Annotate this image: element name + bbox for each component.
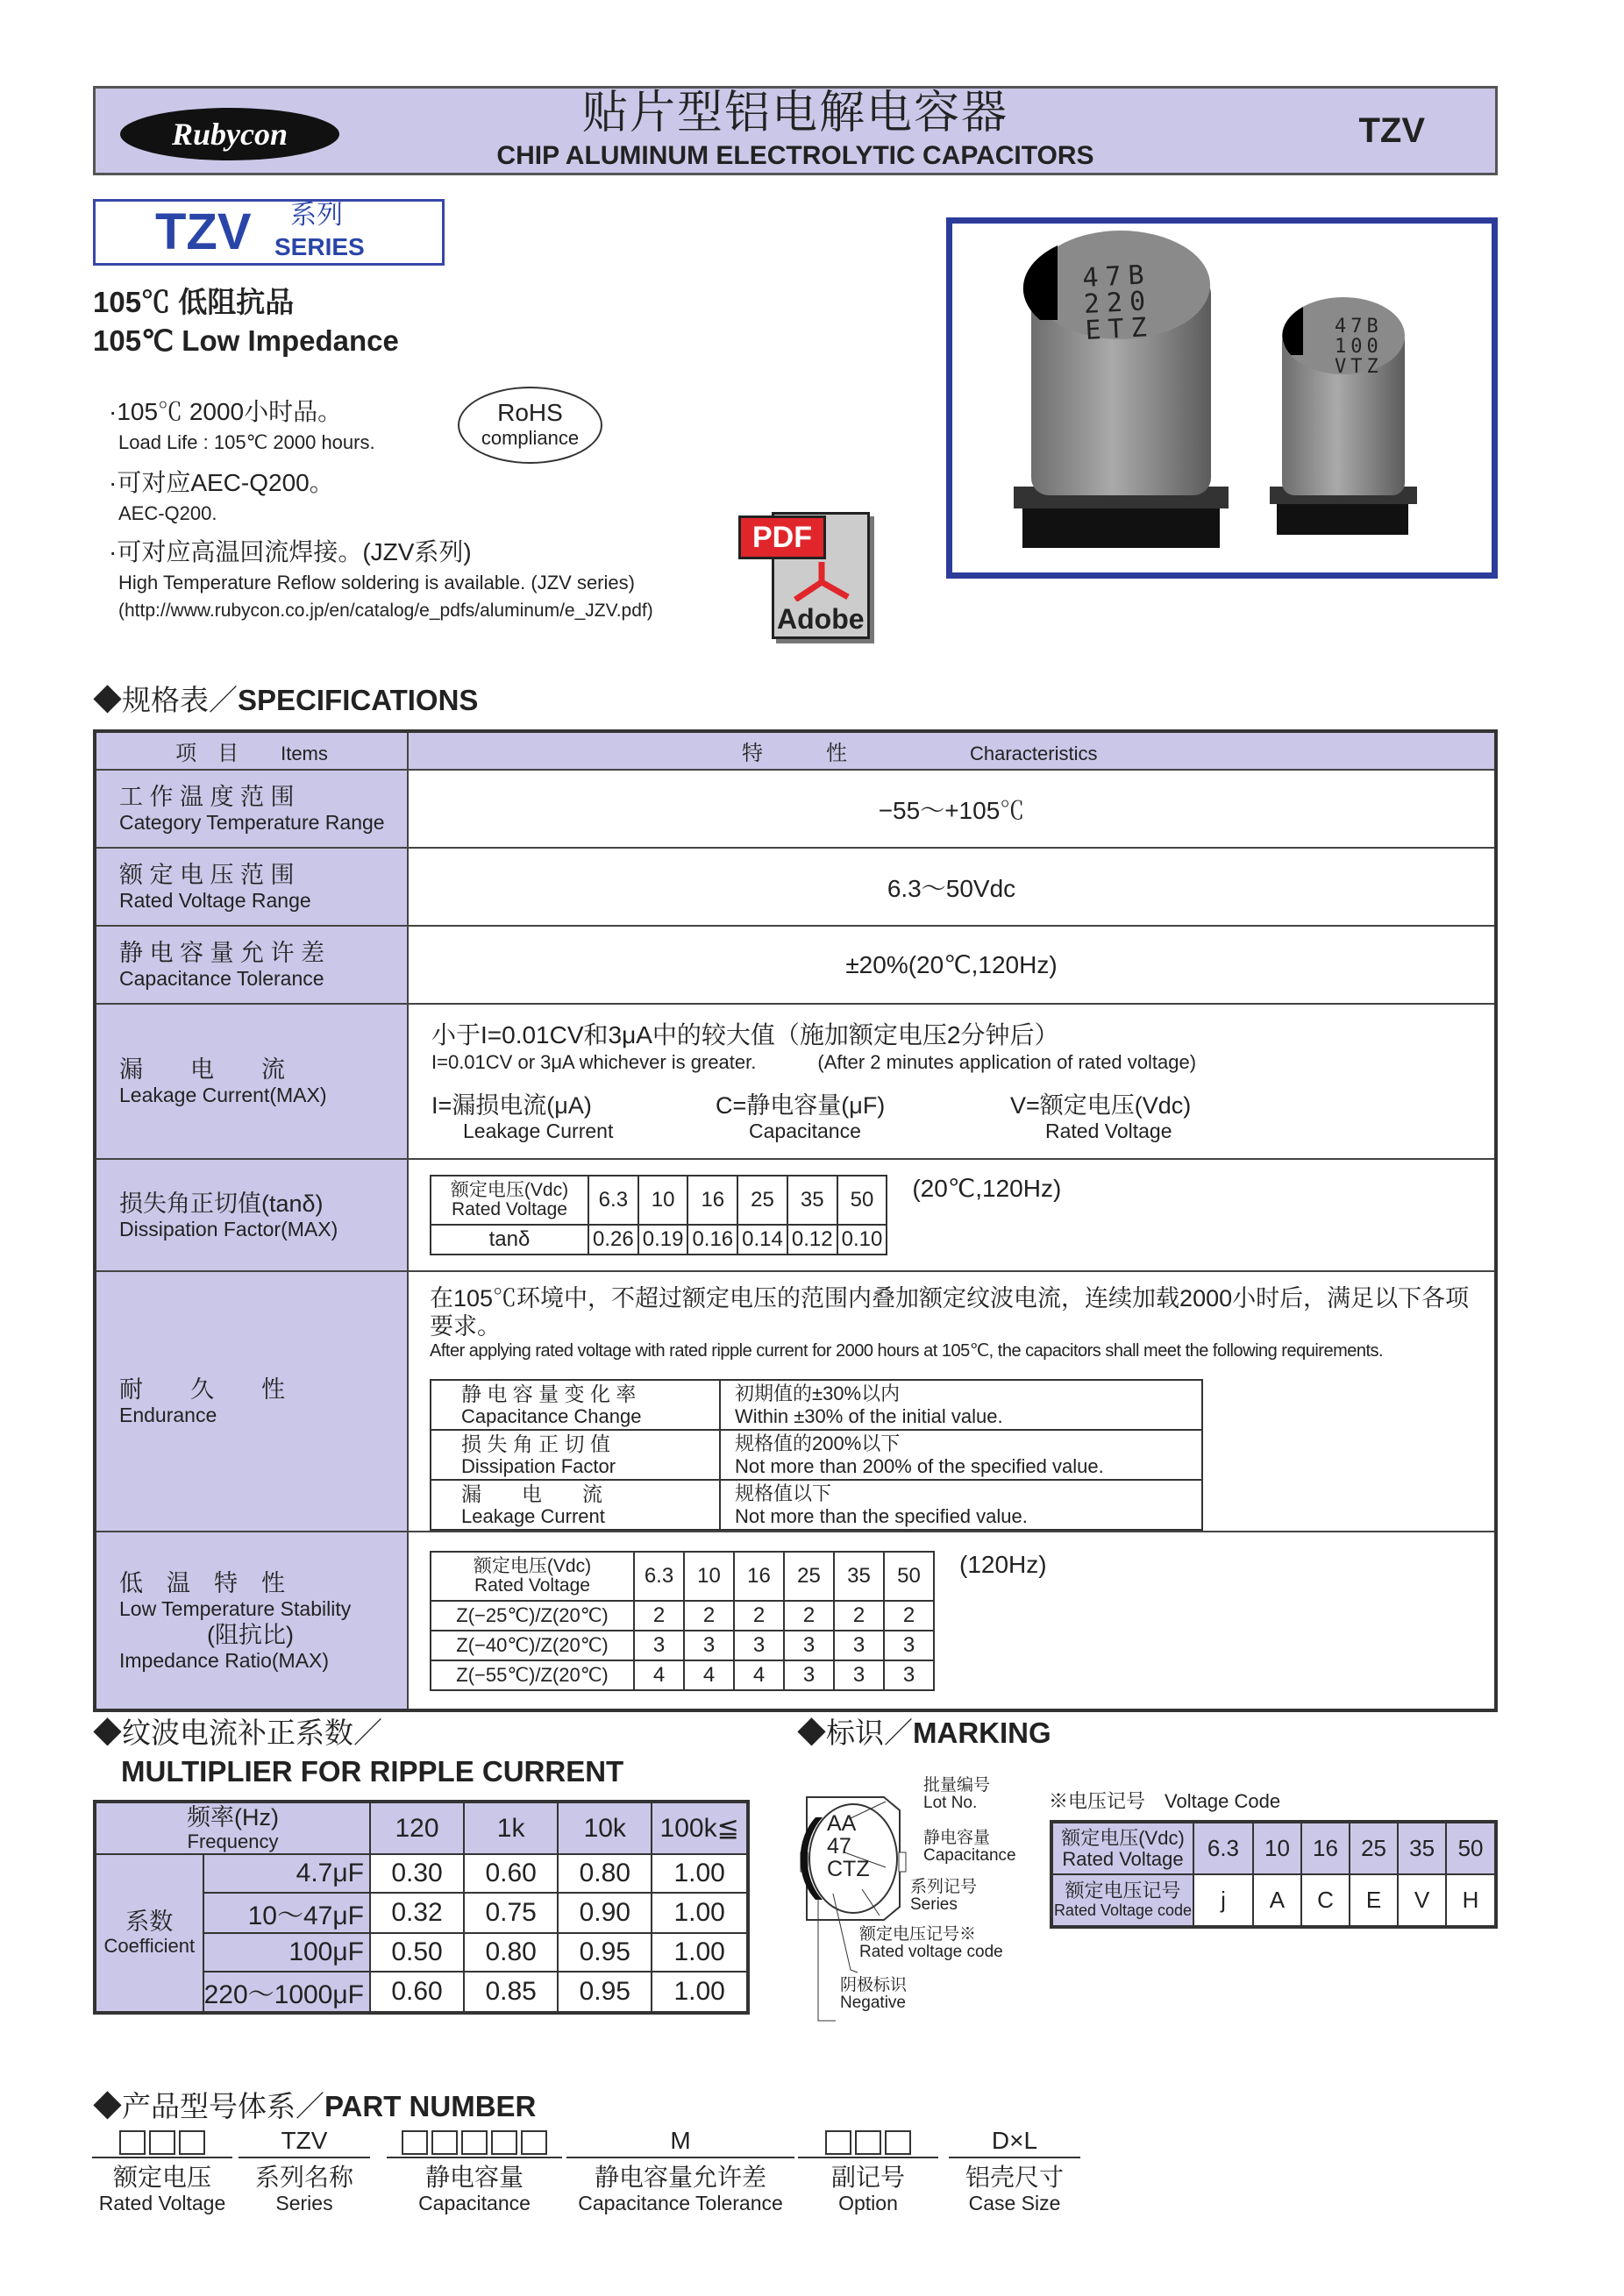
ratio-cell: 2	[734, 1601, 784, 1631]
end-ven: Within ±30% of the initial value.	[735, 1404, 1003, 1427]
segment-cn: 静电容量允许差	[594, 2164, 766, 2191]
tan-cell: 0.14	[737, 1225, 787, 1255]
voltage-cell: 50	[884, 1552, 934, 1601]
voltage-cell: 6.3	[634, 1552, 684, 1601]
def-en: Rated Voltage	[1045, 1119, 1172, 1142]
bullet-cn: ·可对应高温回流焊接。(JZV系列)	[109, 538, 472, 565]
cap-mark: ETZ	[1084, 311, 1155, 346]
part-number-segment	[92, 2127, 232, 2215]
row-label-en: Low Temperature Stability	[119, 1596, 352, 1620]
leakage-formula-cn: 小于I=0.01CV和3μA中的较大值（施加额定电压2分钟后）	[431, 1020, 1059, 1048]
end-cn: 静 电 容 量 变 化 率	[461, 1382, 637, 1405]
chip-mark: CTZ	[827, 1857, 870, 1881]
dissipation-table	[430, 1175, 887, 1255]
pn-heading-en: PART NUMBER	[324, 2090, 537, 2122]
spec-heading-cn: ◆规格表／	[93, 684, 238, 716]
segment-code-text: TZV	[281, 2127, 328, 2154]
coef-cell: 0.60	[370, 1972, 464, 2013]
coef-cell: 0.30	[370, 1854, 464, 1893]
placeholder-box	[825, 2130, 851, 2155]
segment-cn: 系列名称	[254, 2164, 353, 2191]
ratio-cell: 3	[734, 1631, 784, 1660]
segment-en: Option	[838, 2192, 898, 2214]
rohs-badge	[458, 387, 602, 464]
coef-cell: 1.00	[652, 1972, 748, 2013]
label-en: Negative	[840, 1994, 906, 2012]
ratio-label: Z(−55℃)/Z(20℃)	[431, 1660, 634, 1690]
voltage-cell: 16	[687, 1176, 737, 1225]
series-en: SERIES	[274, 233, 365, 260]
voltage-range-value: 6.3～50Vdc	[408, 848, 1496, 926]
segment-code	[387, 2127, 562, 2158]
coef-cell: 1.00	[652, 1933, 748, 1972]
tan-cell: 0.10	[837, 1225, 887, 1255]
row-label-cn: 工 作 温 度 范 围	[119, 784, 295, 810]
label-en: Rated voltage code	[859, 1943, 1003, 1961]
end-ven: Not more than the specified value.	[735, 1504, 1028, 1527]
freq-cell: 100k≦	[652, 1802, 748, 1854]
voltage-cell: 6.3	[1193, 1822, 1253, 1874]
part-number-segment	[798, 2127, 938, 2215]
cap-cell: 10～47μF	[203, 1893, 370, 1933]
hdr-en: Rated Voltage	[452, 1199, 567, 1219]
coef-cell: 0.75	[464, 1893, 558, 1933]
end-vcn: 规格值以下	[735, 1482, 832, 1504]
header-banner	[93, 86, 1498, 175]
row-label-en: Dissipation Factor(MAX)	[119, 1217, 338, 1240]
title-cn: 贴片型铝电解电容器	[581, 88, 1008, 139]
label-en: Lot No.	[923, 1794, 978, 1812]
coef-label	[95, 1854, 203, 2013]
placeholder-box	[855, 2130, 881, 2155]
series-box	[93, 199, 445, 266]
row-label-cn: 损失角正切值(tanδ)	[119, 1190, 324, 1217]
freq-en: Frequency	[187, 1830, 279, 1852]
low-temp-table	[430, 1551, 935, 1691]
voltage-cell: 35	[834, 1552, 884, 1601]
voltage-cell: 35	[1398, 1822, 1446, 1874]
end-ven: Not more than 200% of the specified value.	[735, 1454, 1104, 1477]
ripple-heading-cn-text: ◆纹波电流补正系数／	[93, 1717, 382, 1749]
rubycon-logo: Rubycon	[120, 108, 339, 160]
label-cn: 额定电压记号※	[859, 1925, 977, 1944]
def-en: Leakage Current	[463, 1119, 614, 1142]
voltage-cell: 25	[737, 1176, 787, 1225]
coef-cell: 0.60	[464, 1854, 558, 1893]
segment-code	[92, 2127, 232, 2158]
cap-mark: 100	[1335, 336, 1383, 358]
ratio-cell: 3	[884, 1660, 934, 1690]
col-items-en: Items	[281, 743, 328, 764]
cap-mark: 47B	[1081, 259, 1152, 295]
coef-cell: 0.80	[558, 1854, 652, 1893]
segment-code	[798, 2127, 938, 2158]
placeholder-box	[402, 2130, 428, 2155]
cap-mark: 220	[1083, 285, 1154, 321]
row-label-cn2: (阻抗比)	[207, 1621, 294, 1648]
voltage-cell: 25	[1350, 1822, 1398, 1874]
segment-en: Case Size	[968, 2192, 1061, 2214]
label-en: Series	[910, 1895, 958, 1914]
ratio-cell: 3	[634, 1631, 684, 1660]
endurance-cn: 在105℃环境中，不超过额定电压的范围内叠加额定纹波电流，连续加载2000小时后，满足以下各项要求。	[430, 1285, 1470, 1340]
end-cn: 损 失 角 正 切 值	[461, 1432, 610, 1455]
placeholder-box	[179, 2130, 205, 2155]
endurance-table	[430, 1379, 1203, 1531]
ratio-cell: 2	[634, 1601, 684, 1631]
coef-cell: 0.80	[464, 1933, 558, 1972]
voltage-cell: 10	[684, 1552, 734, 1601]
bullet-cn: ·可对应AEC-Q200。	[109, 469, 334, 496]
voltage-cell: 50	[837, 1176, 887, 1225]
chip-mark: 47	[827, 1834, 851, 1859]
voltage-cell: 35	[787, 1176, 837, 1225]
ratio-cell: 2	[834, 1601, 884, 1631]
row-label-en2: Impedance Ratio(MAX)	[119, 1648, 330, 1672]
label-cn: 系列记号	[910, 1878, 978, 1896]
freq-cn: 频率(Hz)	[187, 1803, 279, 1830]
tolerance-value: ±20%(20℃,120Hz)	[408, 926, 1496, 1004]
segment-code	[566, 2127, 794, 2158]
ratio-cell: 2	[884, 1601, 934, 1631]
placeholder-box	[149, 2130, 175, 2155]
coef-cell: 1.00	[652, 1854, 748, 1893]
voltage-cell: 25	[784, 1552, 834, 1601]
low-temp-note: (120Hz)	[959, 1550, 1047, 1578]
row-label-en: Endurance	[119, 1404, 217, 1426]
coef-cell: 0.95	[558, 1933, 652, 1972]
headline-en: 105℃ Low Impedance	[93, 324, 399, 357]
tan-cell: 0.19	[638, 1225, 688, 1255]
jzv-link[interactable]: (http://www.rubycon.co.jp/en/catalog/e_pdfs/aluminum/e_JZV.pdf)	[118, 601, 653, 621]
end-en: Leakage Current	[461, 1504, 605, 1527]
segment-cn: 静电容量	[424, 2164, 524, 2191]
cap-cell: 4.7μF	[203, 1854, 370, 1893]
pdf-label: PDF	[738, 515, 826, 559]
segment-en: Series	[275, 2192, 333, 2214]
col-items-cn: 项 目	[175, 742, 239, 765]
tan-cell: 0.26	[588, 1225, 638, 1255]
ratio-cell: 3	[784, 1631, 834, 1660]
code-en: Rated Voltage code	[1053, 1901, 1193, 1919]
ratio-cell: 4	[734, 1660, 784, 1690]
part-number-segment	[566, 2127, 794, 2215]
def-cn: V=额定电压(Vdc)	[1010, 1091, 1192, 1119]
coef-en: Coefficient	[103, 1935, 196, 1957]
endurance-en: After applying rated voltage with rated ripple current for 2000 hours at 105℃, the capacitors shall meet the following requirements.	[430, 1341, 1384, 1361]
segment-cn: 额定电压	[112, 2164, 211, 2191]
marking-diagram	[796, 1775, 1046, 2038]
ratio-cell: 2	[684, 1601, 734, 1631]
table-row	[431, 1660, 934, 1690]
voltage-code-table	[1050, 1820, 1498, 1929]
spec-heading	[93, 684, 478, 717]
voltage-cell: 6.3	[588, 1176, 638, 1225]
row-label-cn: 静 电 容 量 允 许 差	[119, 940, 325, 966]
table-row	[95, 1854, 748, 1893]
end-cn: 漏 电 流	[461, 1482, 602, 1505]
bullet-cn: ·105℃ 2000小时品。	[109, 398, 343, 425]
placeholder-box	[461, 2130, 488, 2155]
hdr-en: Rated Voltage	[1062, 1847, 1184, 1870]
leakage-condition: (After 2 minutes application of rated voltage)	[817, 1050, 1197, 1073]
adobe-label: Adobe	[777, 603, 865, 635]
def-cn: C=静电容量(μF)	[716, 1091, 886, 1119]
label-en: Capacitance	[923, 1846, 1016, 1865]
code-cell: E	[1350, 1874, 1398, 1927]
cap-cell: 100μF	[203, 1933, 370, 1972]
ripple-heading-cn	[93, 1717, 382, 1750]
row-label-cn: 漏 电 流	[119, 1056, 285, 1083]
segment-en: Rated Voltage	[98, 2192, 226, 2214]
bullet-en: Load Life : 105℃ 2000 hours.	[118, 431, 375, 453]
freq-cell: 1k	[464, 1802, 558, 1854]
code-cell: j	[1193, 1874, 1253, 1927]
leakage-formula-en: I=0.01CV or 3μA whichever is greater.	[431, 1050, 757, 1073]
tan-label: tanδ	[431, 1225, 588, 1255]
freq-cell: 120	[370, 1802, 464, 1854]
row-label-en: Capacitance Tolerance	[119, 967, 324, 990]
coef-cell: 0.50	[370, 1933, 464, 1972]
code-cell: C	[1301, 1874, 1350, 1927]
ratio-cell: 3	[684, 1631, 734, 1660]
segment-code-text: M	[670, 2127, 691, 2154]
row-label-en: Rated Voltage Range	[119, 889, 311, 912]
end-vcn: 初期值的±30%以内	[735, 1382, 901, 1404]
table-row	[431, 1601, 934, 1631]
placeholder-box	[491, 2130, 517, 2155]
series-cn: 系列	[290, 201, 343, 230]
specifications-table	[93, 729, 1498, 1712]
part-number-segment	[387, 2127, 562, 2215]
ratio-cell: 3	[884, 1631, 934, 1660]
placeholder-box	[885, 2130, 911, 2155]
title-en: CHIP ALUMINUM ELECTROLYTIC CAPACITORS	[496, 141, 1094, 170]
headline-cn: 105℃ 低阻抗品	[93, 286, 295, 318]
voltage-cell: 10	[1253, 1822, 1301, 1874]
end-vcn: 规格值的200%以下	[735, 1432, 901, 1454]
ratio-cell: 4	[684, 1660, 734, 1690]
row-label-en: Leakage Current(MAX)	[119, 1084, 327, 1106]
temp-range-value: −55～+105℃	[408, 770, 1496, 848]
coef-cell: 0.85	[464, 1972, 558, 2013]
voltage-cell: 10	[638, 1176, 688, 1225]
header-series: TZV	[1358, 111, 1425, 150]
product-photo	[946, 217, 1498, 579]
coef-cell: 0.95	[558, 1972, 652, 2013]
segment-cn: 铝壳尺寸	[965, 2164, 1064, 2191]
voltage-cell: 16	[734, 1552, 784, 1601]
def-cn: I=漏损电流(μA)	[431, 1091, 592, 1119]
tan-cell: 0.16	[687, 1225, 737, 1255]
rohs-sub: compliance	[481, 427, 580, 449]
series-name: TZV	[155, 203, 252, 260]
row-label-cn: 低 温 特 性	[119, 1569, 285, 1596]
pn-heading-cn: ◆产品型号体系／	[93, 2090, 324, 2122]
hdr-cn: 额定电压(Vdc)	[473, 1555, 592, 1576]
code-cell: V	[1398, 1874, 1446, 1927]
dissipation-note: (20℃,120Hz)	[912, 1175, 1062, 1202]
end-en: Dissipation Factor	[461, 1454, 616, 1477]
def-en: Capacitance	[749, 1119, 861, 1142]
placeholder-box	[119, 2130, 146, 2155]
capacitor-image	[952, 224, 1492, 572]
ratio-label: Z(−40℃)/Z(20℃)	[431, 1631, 634, 1660]
coef-cell: 0.32	[370, 1893, 464, 1933]
ratio-cell: 3	[834, 1660, 884, 1690]
marking-heading	[797, 1717, 1051, 1750]
rohs-label: RoHS	[497, 399, 563, 426]
part-number-segment	[949, 2127, 1080, 2215]
cap-mark: 47B	[1335, 316, 1383, 338]
ratio-cell: 3	[784, 1660, 834, 1690]
bullet-en: High Temperature Reflow soldering is available. (JZV series)	[118, 572, 635, 594]
ratio-cell: 2	[784, 1601, 834, 1631]
cap-mark: VTZ	[1335, 356, 1383, 378]
col-char-en: Characteristics	[970, 743, 1098, 764]
segment-cn: 副记号	[830, 2164, 905, 2191]
placeholder-box	[521, 2130, 547, 2155]
segment-code	[239, 2127, 370, 2158]
bullet-en: AEC-Q200.	[118, 502, 217, 524]
segment-code-text: D×L	[991, 2127, 1038, 2154]
cap-cell: 220～1000μF	[203, 1972, 370, 2013]
ripple-table	[93, 1800, 750, 2015]
ratio-label: Z(−25℃)/Z(20℃)	[431, 1601, 634, 1631]
label-cn: 静电容量	[923, 1829, 991, 1847]
hdr-cn: 额定电压(Vdc)	[450, 1180, 569, 1200]
coef-cell: 1.00	[652, 1893, 748, 1933]
label-cn: 批量编号	[923, 1776, 991, 1795]
freq-cell: 10k	[558, 1802, 652, 1854]
tan-cell: 0.12	[787, 1225, 837, 1255]
voltage-cell: 16	[1301, 1822, 1350, 1874]
chip-mark: AA	[827, 1811, 857, 1836]
voltage-code-title: ※电压记号 Voltage Code	[1049, 1790, 1281, 1812]
table-row	[431, 1631, 934, 1660]
acrobat-icon	[782, 558, 861, 601]
hdr	[431, 1552, 634, 1601]
ripple-heading-en: MULTIPLIER FOR RIPPLE CURRENT	[121, 1755, 624, 1788]
marking-heading-cn: ◆标识／	[797, 1717, 913, 1749]
hdr-cn: 额定电压(Vdc)	[1061, 1826, 1185, 1849]
hdr-en: Rated Voltage	[474, 1575, 590, 1596]
label-cn: 阴极标识	[840, 1976, 908, 1994]
placeholder-box	[431, 2130, 458, 2155]
coef-cell: 0.90	[558, 1893, 652, 1933]
pdf-icon[interactable]	[738, 505, 876, 639]
voltage-cell: 50	[1446, 1822, 1496, 1874]
ratio-cell: 4	[634, 1660, 684, 1690]
end-en: Capacitance Change	[461, 1404, 642, 1427]
coef-cn: 系数	[125, 1909, 174, 1935]
ratio-cell: 3	[834, 1631, 884, 1660]
code-cell: A	[1253, 1874, 1301, 1927]
spec-heading-en: SPECIFICATIONS	[238, 684, 479, 716]
row-label-cn: 耐 久 性	[119, 1376, 285, 1403]
col-char-cn: 特 性	[742, 742, 847, 765]
code-cell: H	[1446, 1874, 1496, 1927]
segment-en: Capacitance	[418, 2192, 531, 2214]
segment-en: Capacitance Tolerance	[578, 2192, 783, 2214]
code-cn: 额定电压记号	[1065, 1879, 1181, 1901]
row-label-cn: 额 定 电 压 范 围	[119, 862, 295, 888]
part-number-heading	[93, 2090, 536, 2123]
marking-heading-en: MARKING	[913, 1717, 1051, 1749]
part-number-segment	[239, 2127, 370, 2215]
segment-code	[949, 2127, 1080, 2158]
row-label-en: Category Temperature Range	[119, 811, 385, 834]
